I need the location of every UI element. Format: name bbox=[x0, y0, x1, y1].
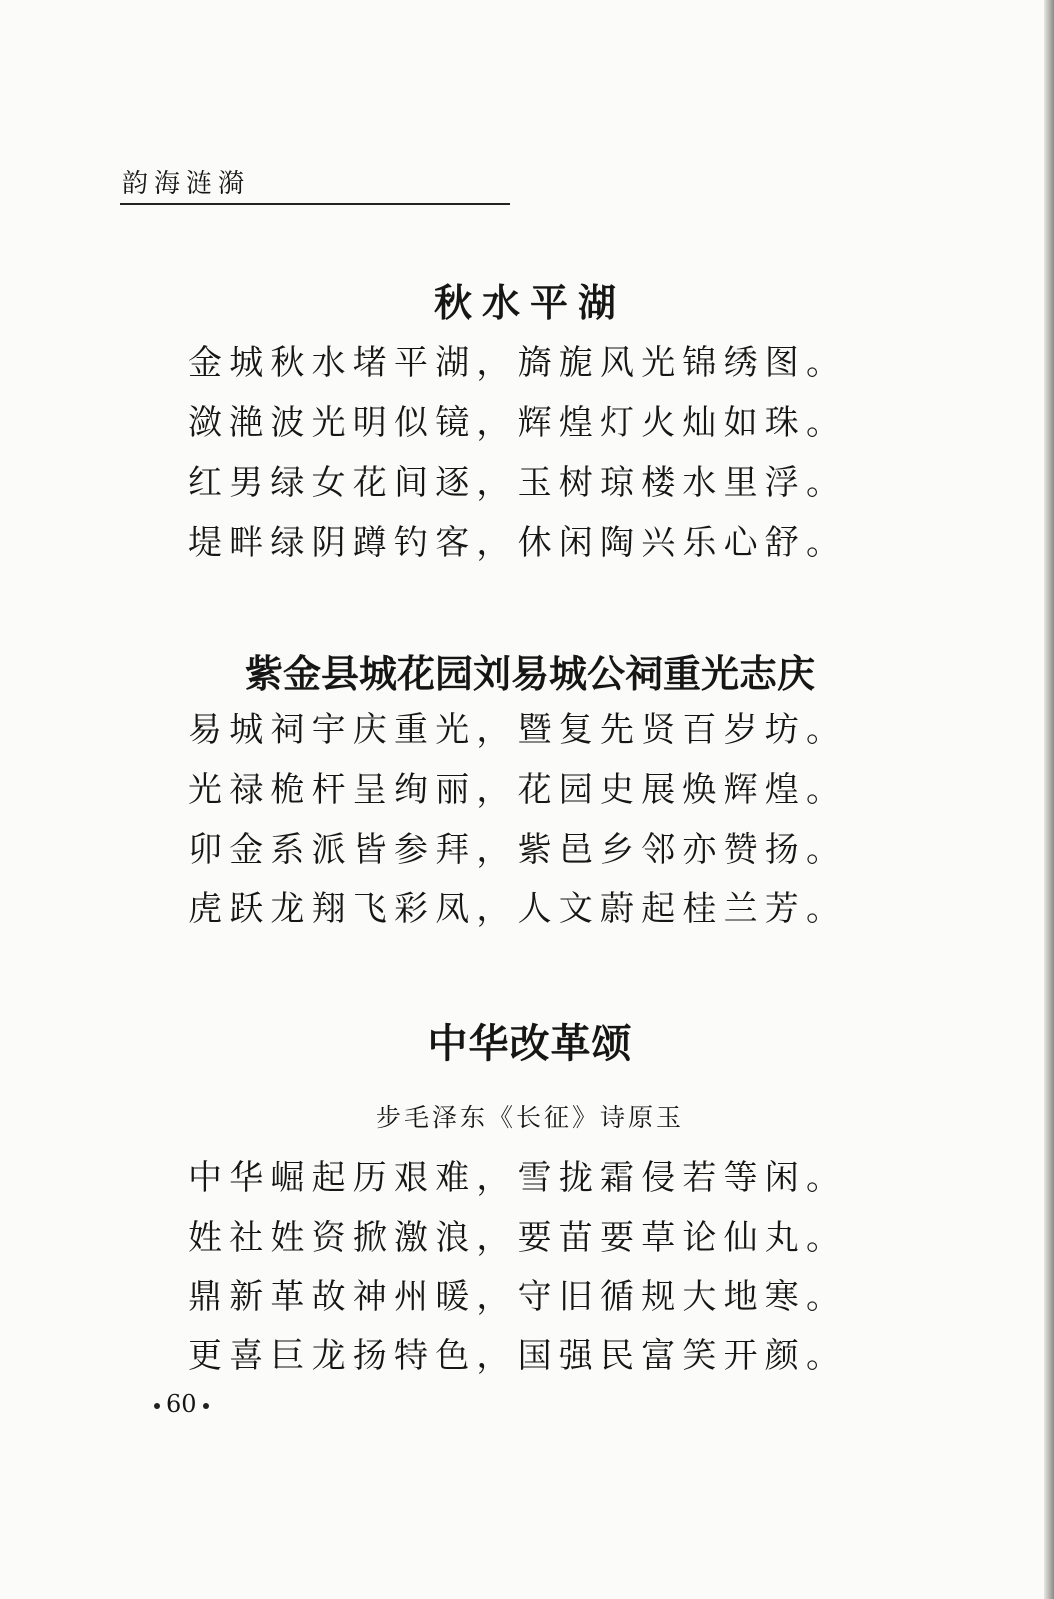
bullet-dot bbox=[203, 1403, 209, 1409]
poem-title: 中华改革颂 bbox=[427, 1020, 633, 1067]
poem-line: 卯金系派皆参拜，紫邑乡邻亦赞扬。 bbox=[188, 830, 848, 870]
running-head: 韵海涟漪 bbox=[122, 169, 251, 199]
page-number bbox=[148, 1390, 215, 1418]
scan-edge-shadow bbox=[1044, 0, 1054, 1599]
poem-line: 鼎新革故神州暖，守旧循规大地寒。 bbox=[188, 1277, 848, 1317]
poem-title: 秋水平湖 bbox=[433, 280, 626, 325]
poem-line: 光禄桅杆呈绚丽，花园史展焕辉煌。 bbox=[188, 770, 848, 810]
poem-line: 金城秋水堵平湖，旖旎风光锦绣图。 bbox=[188, 343, 848, 383]
poem-line: 堤畔绿阴蹲钓客，休闲陶兴乐心舒。 bbox=[188, 523, 848, 563]
header-rule bbox=[120, 203, 510, 205]
poem-line: 红男绿女花间逐，玉树琼楼水里浮。 bbox=[188, 463, 848, 503]
poem-line: 更喜巨龙扬特色，国强民富笑开颜。 bbox=[188, 1336, 848, 1376]
poem-title: 紫金县城花园刘易城公祠重光志庆 bbox=[244, 651, 815, 696]
poem-line: 中华崛起历艰难，雪拢霜侵若等闲。 bbox=[188, 1158, 848, 1198]
poem-line: 虎跃龙翔飞彩凤，人文蔚起桂兰芳。 bbox=[188, 889, 848, 929]
page-number-text: 60 bbox=[166, 1390, 197, 1418]
poem-line: 潋滟波光明似镜，辉煌灯火灿如珠。 bbox=[188, 403, 848, 443]
poem-line: 姓社姓资掀激浪，要苗要草论仙丸。 bbox=[188, 1218, 848, 1258]
bullet-dot bbox=[154, 1403, 160, 1409]
poem-subtitle: 步毛泽东《长征》诗原玉 bbox=[375, 1103, 684, 1132]
poem-line: 易城祠宇庆重光，暨复先贤百岁坊。 bbox=[188, 710, 848, 750]
